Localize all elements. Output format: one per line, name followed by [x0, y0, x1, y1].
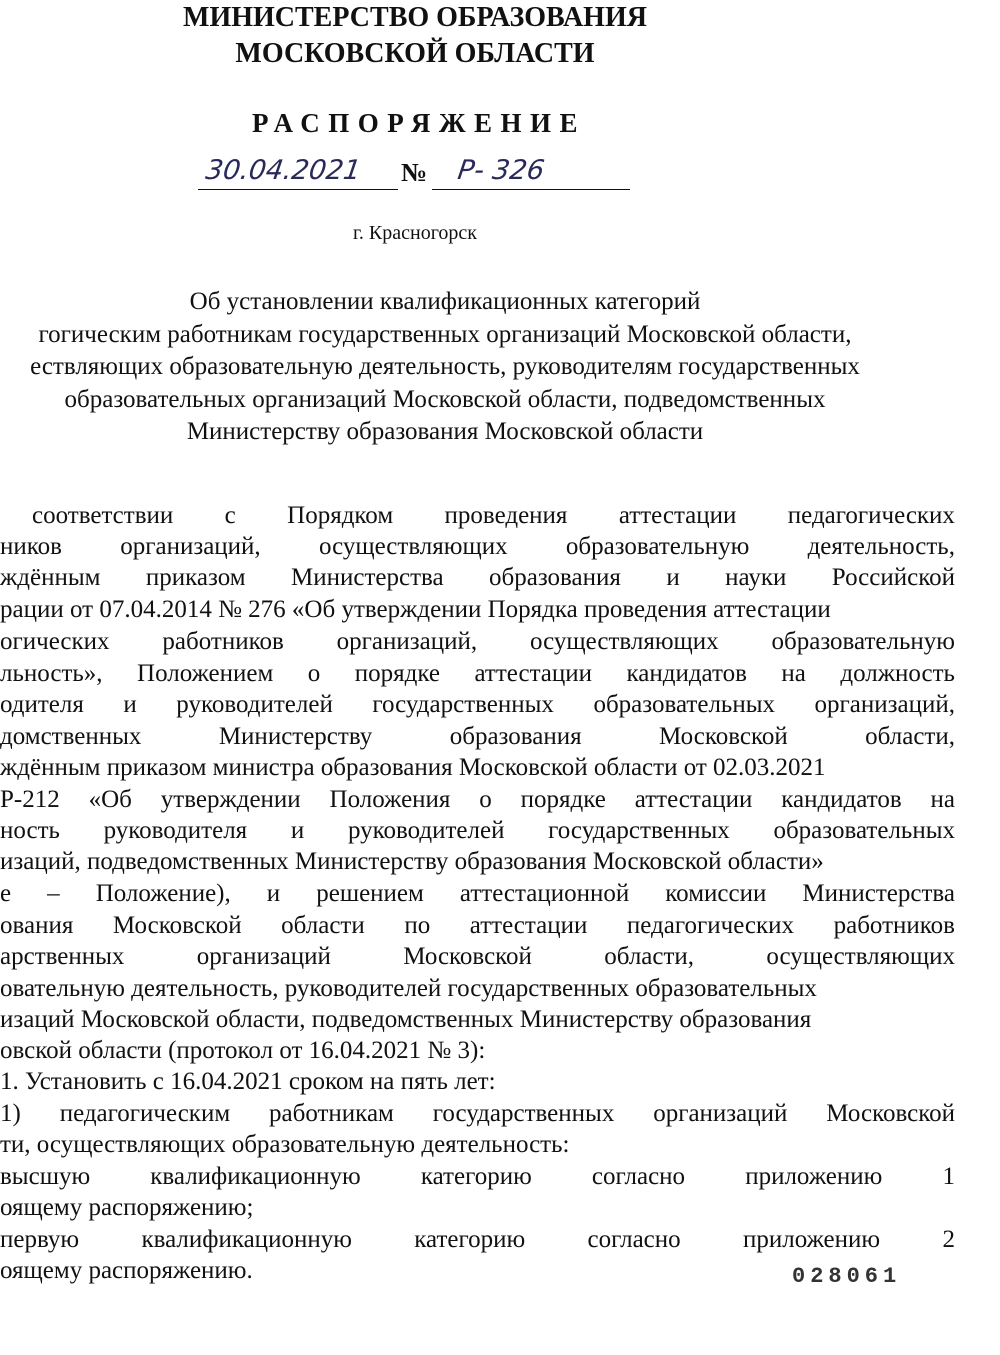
- body-word: Порядком: [287, 502, 394, 529]
- body-word: 1: [942, 1163, 955, 1190]
- body-word: комиссии: [665, 880, 767, 907]
- body-word: Российской: [831, 564, 955, 591]
- body-line: [0, 721, 955, 752]
- body-word: области: [281, 912, 365, 939]
- body-line: [0, 973, 817, 1004]
- body-line: [0, 562, 955, 593]
- body-word: руководителей: [347, 817, 505, 844]
- body-line: [0, 815, 955, 846]
- body-word: решением: [316, 880, 424, 907]
- body-word: области,: [865, 723, 955, 750]
- serial-number: 028061: [792, 1264, 902, 1289]
- body-word: «Об: [88, 786, 132, 813]
- body-word: государственных: [548, 817, 730, 844]
- subject-line: ествляющих образовательную деятельность, руководителям государственных: [30, 353, 860, 380]
- body-word: осуществляющих: [766, 943, 955, 970]
- body-word: науки: [725, 564, 787, 591]
- body-word: домственных: [0, 723, 142, 750]
- body-word: Министерства: [291, 564, 444, 591]
- body-word: Московской: [826, 1100, 955, 1127]
- body-word: на: [781, 660, 806, 687]
- subject-title: [0, 286, 950, 449]
- document-type: РАСПОРЯЖЕНИЕ: [252, 108, 587, 138]
- body-word: приложению: [743, 1226, 881, 1253]
- body-word: кандидатов: [781, 786, 902, 813]
- body-word: ования: [0, 912, 74, 939]
- body-line: [0, 689, 955, 720]
- body-word: ность: [0, 817, 60, 844]
- body-word: высшую: [0, 1163, 91, 1190]
- body-line: [0, 784, 955, 815]
- body-word: согласно: [591, 1163, 686, 1190]
- body-word: утверждении: [160, 786, 301, 813]
- body-word: должность: [840, 660, 955, 687]
- body-word: порядке: [354, 660, 440, 687]
- body-word: педагогических: [626, 912, 795, 939]
- body-word: первую: [0, 1226, 80, 1253]
- body-word: руководителей: [176, 691, 333, 718]
- body-word: и: [123, 691, 137, 718]
- body-word: изаций, подведомственных Министерству образования Московской области»: [0, 848, 824, 875]
- body-word: образовательную: [565, 533, 750, 560]
- body-line: [0, 1004, 811, 1035]
- body-word: овательную деятельность, руководителей государственных образовательных: [0, 975, 817, 1002]
- body-line: [0, 752, 826, 783]
- body-word: и: [290, 817, 305, 844]
- body-word: приказом: [145, 564, 246, 591]
- body-word: проведения: [444, 502, 568, 529]
- body-line: [0, 846, 824, 877]
- body-line: [0, 1192, 253, 1223]
- body-word: Московской: [403, 943, 532, 970]
- body-word: ждённым приказом министра образования Московской области от 02.03.2021: [0, 754, 826, 781]
- body-word: организаций: [653, 1100, 788, 1127]
- body-word: ждённым: [0, 564, 101, 591]
- body-word: огических: [0, 628, 110, 655]
- body-word: государственных: [432, 1100, 615, 1127]
- body-word: Московской: [112, 912, 242, 939]
- body-word: образования: [449, 723, 582, 750]
- body-word: ти, осуществляющих образовательную деятельность:: [0, 1131, 570, 1158]
- body-word: кандидатов: [626, 660, 747, 687]
- body-line: [32, 500, 955, 531]
- body-word: категорию: [420, 1163, 532, 1190]
- body-line: [0, 1129, 569, 1160]
- body-word: арственных: [0, 943, 125, 970]
- body-word: аттестации: [618, 502, 737, 529]
- number-field: [432, 155, 630, 190]
- body-word: организаций,: [336, 628, 478, 655]
- ministry-line-1: МИНИСТЕРСТВО ОБРАЗОВАНИЯ: [183, 2, 647, 33]
- body-word: овской области (протокол от 16.04.2021 № 3):: [0, 1037, 486, 1064]
- body-word: изаций Московской области, подведомственных Министерству образования: [0, 1006, 812, 1033]
- subject-line: Министерству образования Московской области: [186, 418, 704, 445]
- body-word: педагогических: [787, 502, 955, 529]
- body-line: [0, 1161, 955, 1192]
- body-line: [0, 658, 955, 689]
- body-word: согласно: [587, 1226, 681, 1253]
- body-word: Положение),: [95, 880, 231, 907]
- ministry-line-2: МОСКОВСКОЙ ОБЛАСТИ: [235, 38, 595, 69]
- body-word: оящему распоряжению.: [0, 1257, 253, 1284]
- body-line: [0, 1255, 253, 1286]
- body-word: о: [479, 786, 492, 813]
- body-word: е: [0, 880, 12, 907]
- body-word: по: [404, 912, 431, 939]
- body-word: 1. Установить с 16.04.2021 сроком на пять лет:: [0, 1068, 496, 1095]
- body-word: Положением: [137, 660, 274, 687]
- body-line: [0, 1224, 955, 1255]
- body-word: Р-212: [0, 786, 60, 813]
- body-word: –: [47, 880, 60, 907]
- body-line: [0, 1066, 496, 1097]
- body-word: Положения: [329, 786, 451, 813]
- body-word: работникам: [269, 1100, 394, 1127]
- body-word: и: [666, 564, 680, 591]
- body-word: организаций,: [120, 533, 261, 560]
- body-word: рации от 07.04.2014 № 276 «Об утверждении Порядка проведения аттестации: [0, 596, 831, 623]
- body-line: [0, 910, 955, 941]
- body-word: льность»,: [0, 660, 103, 687]
- body-word: одителя: [0, 691, 84, 718]
- body-word: образовательную: [771, 628, 955, 655]
- body-word: приложению: [745, 1163, 883, 1190]
- city: г. Красногорск: [352, 222, 478, 244]
- body-word: аттестации: [634, 786, 753, 813]
- body-word: и: [266, 880, 281, 907]
- body-word: организаций: [196, 943, 331, 970]
- body-word: Министерства: [802, 880, 955, 907]
- subject-line: гогическим работникам государственных организаций Московской области,: [38, 320, 852, 348]
- handwritten-date: 30.04.2021: [203, 155, 363, 186]
- body-line: [0, 531, 955, 562]
- body-word: на: [930, 786, 955, 813]
- handwritten-number: Р- 326: [455, 155, 547, 186]
- body-word: государственных: [372, 691, 554, 718]
- body-line: [0, 594, 831, 625]
- body-word: с: [224, 502, 236, 529]
- body-word: работников: [162, 628, 284, 655]
- body-word: аттестационной: [459, 880, 630, 907]
- body-line: [0, 1035, 485, 1066]
- body-word: педагогическим: [59, 1100, 231, 1127]
- body-word: осуществляющих: [318, 533, 508, 560]
- body-word: 2: [942, 1226, 955, 1253]
- body-word: порядке: [520, 786, 606, 813]
- body-word: квалификационную: [141, 1226, 352, 1253]
- body-word: руководителя: [103, 817, 248, 844]
- body-word: Московской: [659, 723, 788, 750]
- body-line: [0, 878, 955, 909]
- body-word: о: [307, 660, 321, 687]
- body-word: квалификационную: [150, 1163, 361, 1190]
- body-word: Министерству: [218, 723, 373, 750]
- body-word: аттестации: [469, 912, 588, 939]
- body-word: образовательных: [593, 691, 775, 718]
- body-word: образования: [489, 564, 621, 591]
- date-field: [198, 155, 398, 190]
- body-word: ников: [0, 533, 62, 560]
- body-word: образовательных: [773, 817, 955, 844]
- body-word: деятельность,: [807, 533, 955, 560]
- body-word: соответствии: [32, 502, 174, 529]
- subject-line: образовательных организаций Московской области, подведомственных: [64, 385, 826, 413]
- body-word: организаций,: [814, 691, 955, 718]
- body-word: аттестации: [474, 660, 593, 687]
- body-line: [0, 1098, 955, 1129]
- body-word: 1): [0, 1100, 21, 1127]
- number-sign: №: [401, 158, 428, 187]
- body-line: [0, 941, 955, 972]
- body-word: категорию: [414, 1226, 526, 1253]
- body-word: работников: [833, 912, 955, 939]
- subject-line: Об установлении квалификационных категорий: [189, 288, 701, 315]
- ministry-heading: [0, 0, 830, 72]
- body-line: [0, 626, 955, 657]
- body-word: оящему распоряжению;: [0, 1194, 254, 1221]
- body-word: осуществляющих: [530, 628, 719, 655]
- body-word: области,: [604, 943, 695, 970]
